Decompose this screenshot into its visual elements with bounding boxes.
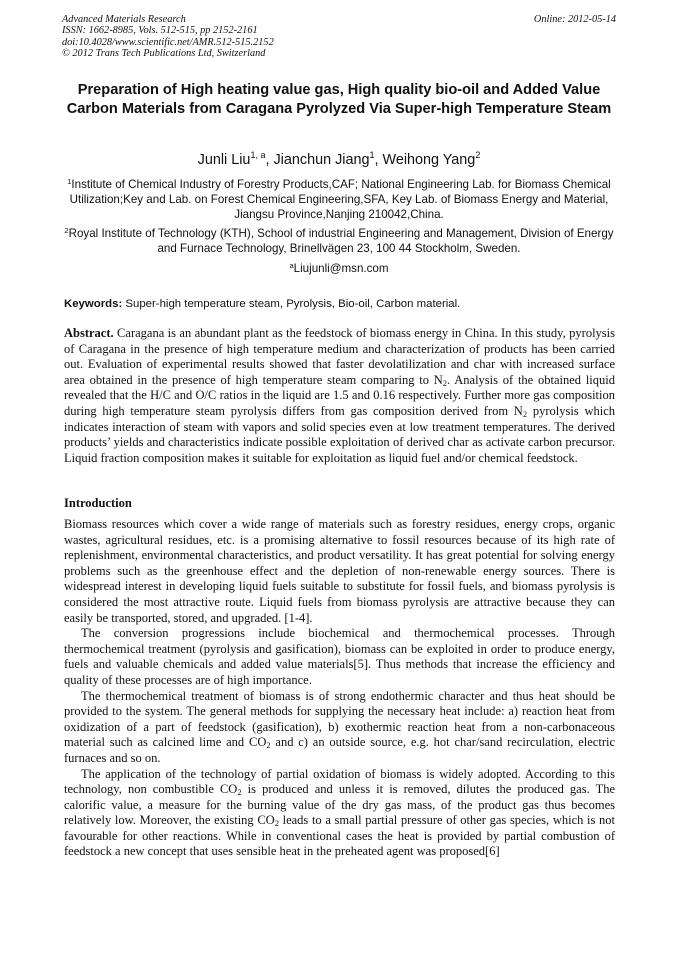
copyright-line: © 2012 Trans Tech Publications Ltd, Switzerland — [62, 47, 266, 59]
affiliation-2 — [64, 227, 614, 257]
subscript: 2 — [237, 787, 242, 798]
affil-text: Institute of Chemical Industry of Forestry Products,CAF; National Engineering Lab. for Biomass Chemical Utilization;Key and Lab. on Forest Chemical Engineering,SFA, Key Lab. of Biomass Energy and Material, Jiangsu Province,Nanjing 210042,China. — [69, 178, 611, 221]
subscript: 2 — [274, 818, 279, 829]
paragraph: The conversion progressions include biochemical and thermochemical processes. Through thermochemical treatment (pyrolysis and gasification), biomass can be exploited in order to produce energy, fuels and valuable chemicals and added value materials[5]. Thus methods that increase the efficiency and quality of these processes are of high importance. — [64, 626, 615, 687]
subscript: 2 — [522, 408, 528, 419]
paragraph-text: The application of the technology of partial oxidation of biomass is widely adopted. According to this technology, non combustible CO — [64, 766, 615, 797]
online-date: Online: 2012-05-14 — [533, 14, 616, 25]
paragraph-text: and c) an outside source, e.g. hot char/sand recirculation, electric furnaces and so on. — [64, 735, 616, 765]
abstract-label: Abstract. — [64, 326, 114, 340]
email-marker: a — [289, 261, 294, 270]
paragraph: Biomass resources which cover a wide range of materials such as forestry residues, energy crops, organic wastes, agricultural residues, etc. is a promising alternative to fossil resources because of its high rate of replenishment, environmental characteristics, and product versatility. It has great potential for solving energy problems such as the greenhouse effect and the depletion of non-renewable energy sources. There is widespread interest in developing liquid fuels suitable to substitute for fossil fuels, and biomass pyrolysis is considered the most attractive route. Liquid fuels from biomass pyrolysis are attractive because they can easily be transported, stored, and upgraded. [1-4]. — [64, 517, 615, 625]
keywords — [64, 297, 616, 311]
subscript: 2 — [266, 740, 271, 751]
author-name: Junli Liu — [197, 152, 251, 168]
paragraph — [64, 767, 615, 861]
journal-header — [62, 14, 616, 59]
author-name: Weihong Yang — [382, 152, 476, 168]
author-separator: , — [265, 152, 274, 168]
keywords-label: Keywords: — [64, 298, 123, 310]
abstract-text: Caragana is an abundant plant as the feedstock of biomass energy in China. In this study, pyrolysis of Caragana in the presence of high temperature medium and characterization of products has been carried out. Evaluation of experimental results showed that faster devolatilization and char with increased surface area obtained in the presence of high temperature steam comparing to N — [64, 326, 615, 387]
paragraph-text: leads to a small partial pressure of other gas species, which is not favourable for other reactions. While in conventional cases the heat is provided by partial combustion of feedstock a new concept that uses sensible heat in the preheated agent was proposed[6] — [64, 813, 616, 859]
author-separator: , — [374, 152, 383, 168]
affiliation-1 — [64, 178, 614, 222]
author-name: Jianchun Jiang — [273, 152, 370, 168]
paragraph — [64, 689, 615, 767]
abstract — [64, 326, 615, 466]
abstract-text: . Analysis of the obtained liquid revealed that the H/C and O/C ratios in the liquid are 1.5 and 0.16 respectively. Further more gas composition during high temperature steam pyrolysis differs from gas composition derived from N — [64, 372, 615, 418]
author-affil-marker: 1 — [369, 150, 375, 160]
author-list — [62, 151, 616, 169]
affil-marker: 1 — [67, 177, 72, 186]
paper-title: Preparation of High heating value gas, High quality bio-oil and Added Value Carbon Materials from Caragana Pyrolyzed Via Super-high Temperature Steam — [66, 82, 612, 117]
keywords-text: Super-high temperature steam, Pyrolysis, Bio-oil, Carbon material. — [122, 298, 461, 310]
affil-marker: 2 — [64, 226, 69, 235]
abstract-text: pyrolysis which indicates interaction of steam with vapors and solid species even at low treatment temperatures. The derived products’ yields and characteristics indicate possible exploitation of derived char as activate carbon precursor. Liquid fraction composition makes it suitable for exploitation as liquid fuel and/or chemical feedstock. — [64, 403, 615, 465]
paragraph-text: is produced and unless it is removed, dilutes the produced gas. The calorific value, a measure for the burning value of the dry gas mass, of the product gas thus becomes relatively low. Moreover, the existing CO — [64, 782, 616, 828]
author-affil-marker: 2 — [475, 150, 481, 160]
introduction-body — [64, 517, 615, 860]
paragraph-text: The thermochemical treatment of biomass is of strong endothermic character and thus heat should be provided to the system. The general methods for supplying the necessary heat include: a) reaction heat from oxidization of a part of feedstock (gasification), b) exothermic reaction heat from a non-carbonaceous material such as calcined lime and CO — [64, 688, 615, 750]
journal-name: Advanced Materials Research — [62, 14, 186, 25]
affil-text: Royal Institute of Technology (KTH), School of industrial Engineering and Management, Division of Energy and Furnace Technology, Brinellvägen 23, 100 44 Stockholm, Sweden. — [68, 227, 614, 255]
section-heading: Introduction — [64, 496, 132, 510]
issn-line: ISSN: 1662-8985, Vols. 512-515, pp 2152-2161 — [62, 25, 258, 37]
doi-line: doi:10.4028/www.scientific.net/AMR.512-515.2152 — [62, 36, 274, 48]
author-affil-marker: 1, a — [250, 150, 266, 160]
author-email — [64, 262, 614, 277]
subscript: 2 — [442, 377, 448, 388]
email-address: Liujunli@msn.com — [293, 262, 389, 275]
